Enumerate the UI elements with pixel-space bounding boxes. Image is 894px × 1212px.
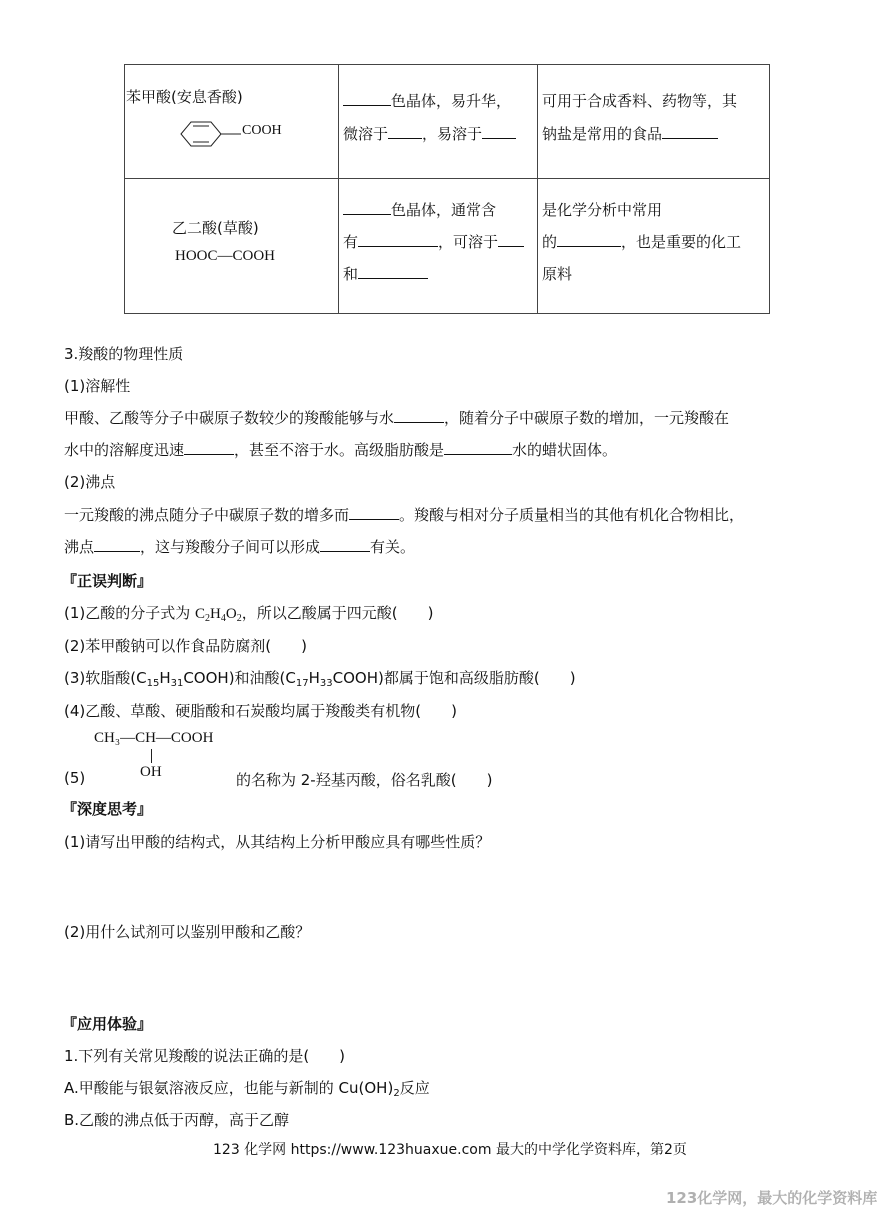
deep-question: (2)用什么试剂可以鉴别甲酸和乙酸？	[64, 923, 311, 941]
paragraph-line: 一元羧酸的沸点随分子中碳原子数的增多而 。羧酸与相对分子质量相当的其他有机化合物相比，	[64, 506, 745, 524]
apply-header: 『应用体验』	[62, 1015, 153, 1033]
props-line: 微溶于 ，易溶于	[343, 123, 516, 144]
benzene-ring-diagram	[179, 119, 249, 149]
uses-line: 原料	[542, 265, 573, 283]
uses-cell	[538, 65, 770, 179]
props-line: 色晶体，易升华，	[343, 90, 511, 111]
compound-cell	[125, 179, 339, 314]
judge-item: (4)乙酸、草酸、硬脂酸和石炭酸均属于羧酸类有机物( )	[64, 702, 457, 720]
table-row	[125, 179, 770, 314]
uses-line: 可用于合成香料、药物等，其	[542, 92, 738, 110]
uses-line: 的 ，也是重要的化工	[542, 233, 742, 251]
structure-bond	[151, 749, 152, 763]
deep-header: 『深度思考』	[62, 800, 153, 818]
paragraph-line: 水中的溶解度迅速 ，甚至不溶于水。高级脂肪酸是 水的蜡状固体。	[64, 441, 618, 459]
judge-item: (1)乙酸的分子式为 $C_2H_4O_2$，所以乙酸属于四元酸( )	[64, 604, 434, 624]
physical-props-cell	[339, 65, 538, 179]
apply-question: 1.下列有关常见羧酸的说法正确的是( )	[64, 1047, 346, 1065]
props-line: 有 ，可溶于	[343, 231, 524, 252]
subsection-title: (2)沸点	[64, 473, 116, 491]
lactic-acid-structure: CH₃—CH—COOH	[94, 730, 214, 746]
judge-item: (2)苯甲酸钠可以作食品防腐剂( )	[64, 637, 307, 655]
compound-name: 苯甲酸(安息香酸)	[126, 88, 243, 106]
apply-option: A.甲酸能与银氨溶液反应，也能与新制的 $Cu(OH)_2$反应	[64, 1079, 430, 1099]
uses-line: 钠盐是常用的食品	[542, 123, 718, 144]
props-line: 和	[343, 263, 428, 284]
watermark: 123化学网，最大的化学资料库	[666, 1189, 878, 1207]
structure-oh: OH	[140, 764, 162, 780]
formula-group: COOH	[242, 123, 282, 138]
judge-item: 的名称为 2-羟基丙酸，俗名乳酸( )	[236, 771, 493, 789]
judge-item-number: (5)	[64, 769, 86, 787]
properties-table	[124, 64, 770, 314]
compound-formula: HOOC—COOH	[175, 248, 276, 264]
table-row	[125, 65, 770, 179]
judge-item: (3)软脂酸$(C_{15}H_{31}COOH)$和油酸$(C_{17}H_{33}COOH)$都属于饱和高级脂肪酸( )	[64, 669, 576, 689]
uses-cell	[538, 179, 770, 314]
physical-props-cell	[339, 179, 538, 314]
compound-name: 乙二酸(草酸)	[172, 219, 259, 237]
compound-cell	[125, 65, 339, 179]
deep-question: (1)请写出甲酸的结构式，从其结构上分析甲酸应具有哪些性质？	[64, 833, 491, 851]
paragraph-line: 沸点 ，这与羧酸分子间可以形成 有关。	[64, 538, 416, 556]
section-title: 3.羧酸的物理性质	[64, 345, 184, 363]
subsection-title: (1)溶解性	[64, 377, 131, 395]
props-line: 色晶体，通常含	[343, 199, 496, 220]
paragraph-line: 甲酸、乙酸等分子中碳原子数较少的羧酸能够与水 ，随着分子中碳原子数的增加，一元羧酸在	[64, 409, 730, 427]
apply-option: B.乙酸的沸点低于丙醇，高于乙醇	[64, 1111, 290, 1129]
uses-line: 是化学分析中常用	[542, 201, 663, 219]
judge-header: 『正误判断』	[62, 572, 153, 590]
page-footer: 123 化学网 https://www.123huaxue.com 最大的中学化学资料库，第2页	[213, 1142, 687, 1158]
